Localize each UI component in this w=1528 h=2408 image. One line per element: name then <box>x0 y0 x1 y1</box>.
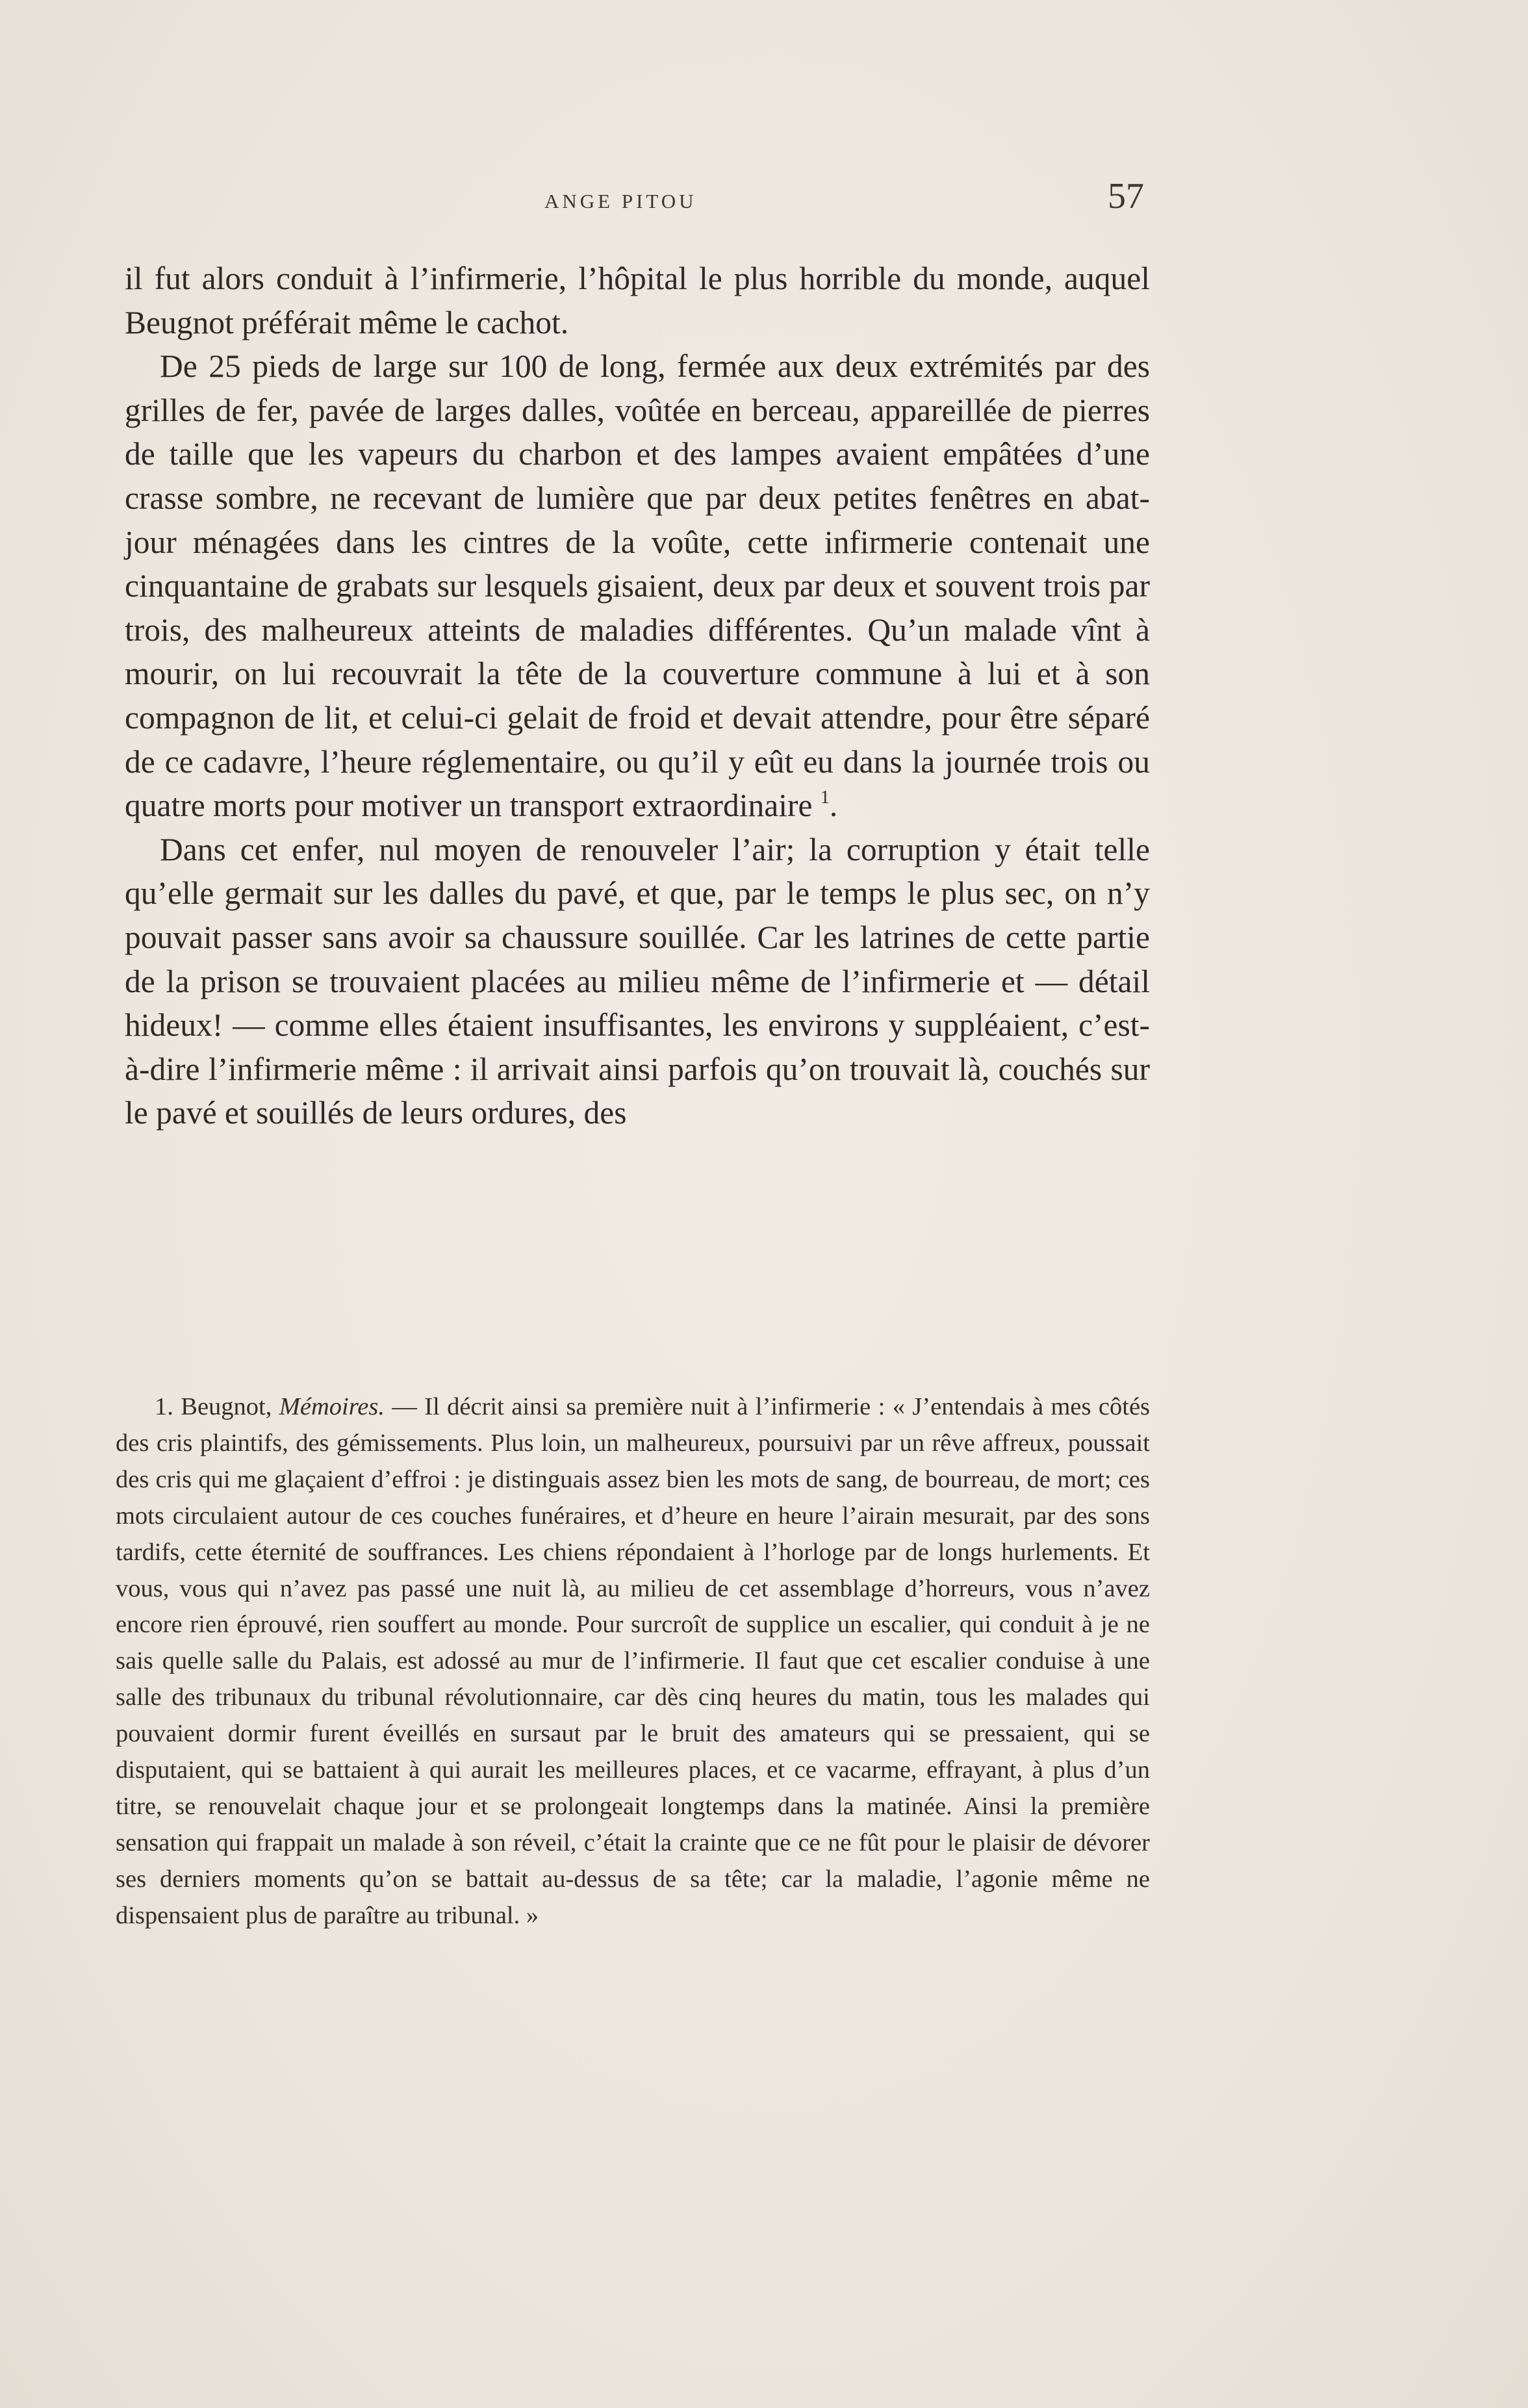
main-text <box>125 257 1150 1135</box>
paragraph-3: Dans cet enfer, nul moyen de renouveler l’air; la corruption y était telle qu’elle germait sur les dalles du pavé, et que, par le temps le plus sec, on n’y pouvait passer sans avoir sa chaussure souillée. Car les latrines de cette partie de la prison se trouvaient placées au milieu même de l’infirmerie et — détail hideux! — comme elles étaient insuffisantes, les environs y suppléaient, c’est-à-dire l’infirmerie même : il arrivait ainsi parfois qu’on trouvait là, couchés sur le pavé et souillés de leurs ordures, des <box>125 831 1150 1131</box>
running-title: ANGE PITOU <box>544 190 697 212</box>
footnote-number: 1. <box>155 1393 173 1420</box>
paragraph-1: il fut alors conduit à l’infirmerie, l’hôpital le plus horrible du monde, auquel Beugnot préférait même le cachot. <box>125 261 1150 340</box>
paragraph-2 <box>125 344 1150 828</box>
page-number: 57 <box>1108 176 1144 216</box>
footnote-reference[interactable]: 1 <box>820 788 830 808</box>
footnote-work-title: Mémoires. <box>279 1393 385 1420</box>
paragraph-2-text: De 25 pieds de large sur 100 de long, fermée aux deux extrémités par des grilles de fer, pavée de larges dalles, voûtée en berceau, appareillée de pierres de taille que les vapeurs du charbon et des lampes avaient empâtées d’une crasse sombre, ne recevant de lumière que par deux petites fenêtres en abat-jour ménagées dans les cintres de la voûte, cette infirmerie contenait une cinquantaine de grabats sur lesquels gisaient, deux par deux et souvent trois par trois, des malheureux atteints de maladies différentes. Qu’un malade vînt à mourir, on lui recouvrait la tête de la couverture commune à lui et à son compagnon de lit, et celui-ci gelait de froid et devait attendre, pour être séparé de ce cadavre, l’heure réglementaire, ou qu’il y eût eu dans la journée trois ou quatre morts pour motiver un transport extraordinaire <box>125 348 1150 824</box>
footnote-text: — Il décrit ainsi sa première nuit à l’infirmerie : « J’entendais à mes côtés des cris plaintifs, des gémissements. Plus loin, un malheureux, poursuivi par un rêve affreux, poussait des cris qui me glaçaient d’effroi : je distinguais assez bien les mots de sang, de bourreau, de mort; ces mots circulaient autour de ces couches funéraires, et d’heure en heure l’airain mesurait, par des sons tardifs, cette éternité de souffrances. Les chiens répondaient à l’horloge par de longs hurlements. Et vous, vous qui n’avez pas passé une nuit là, au milieu de cet assemblage d’horreurs, vous n’avez encore rien éprouvé, rien souffert au monde. Pour surcroît de supplice un escalier, qui conduit à je ne sais quelle salle du Palais, est adossé au mur de l’infirmerie. Il faut que cet escalier conduise à une salle des tribunaux du tribunal révolutionnaire, car dès cinq heures du matin, tous les malades qui pouvaient dormir furent éveillés en sursaut par le bruit des amateurs qui se pressaient, qui se disputaient, qui se battaient à qui aurait les meilleures places, et ce vacarme, effrayant, à plus d’un titre, se renouvelait chaque jour et se prolongeait longtemps dans la matinée. Ainsi la première sensation qui frappait un malade à son réveil, c’était la crainte que ce ne fût pour le plaisir de dévorer ses derniers moments qu’on se battait au-dessus de sa tête; car la maladie, l’agonie même ne dispensaient plus de paraître au tribunal. » <box>116 1393 1151 1929</box>
paragraph-2-end: . <box>829 788 838 824</box>
footnote <box>116 1389 1150 1934</box>
footnote-author: Beugnot, <box>181 1393 272 1420</box>
